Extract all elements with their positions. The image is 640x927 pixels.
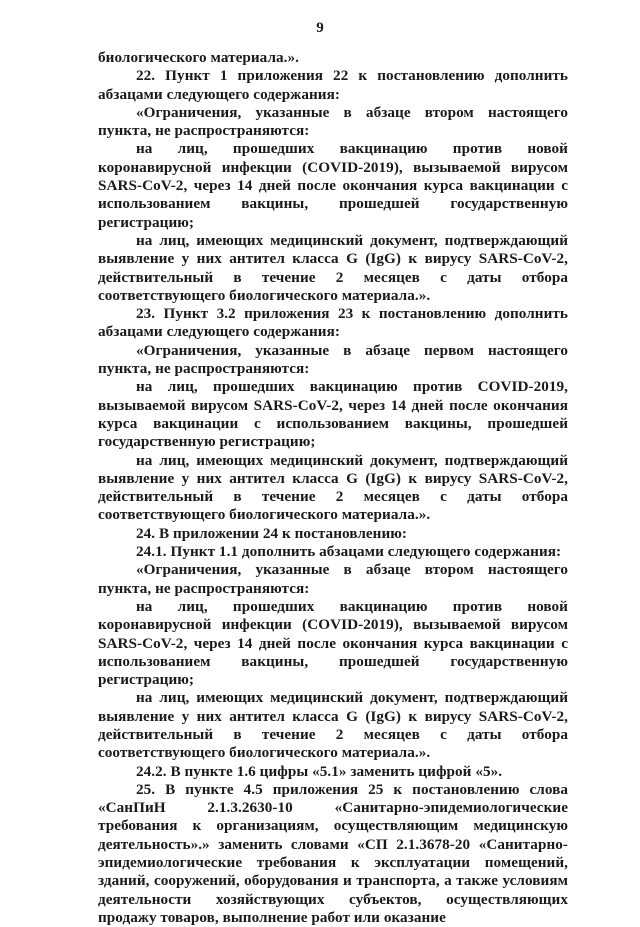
paragraph: 22. Пункт 1 приложения 22 к постановлению дополнить абзацами следующего содержания: xyxy=(98,67,568,103)
paragraph: 25. В пункте 4.5 приложения 25 к постановлению слова «СанПиН 2.1.3.2630-10 «Санитарно-эпидемиологические требования к организациям, осуществляющим медицинскую деятельность».» заменить словами «СП 2.1.3678-20 «Санитарно-эпидемиологические требования к эксплуатации помещений, зданий, сооружений, оборудования и транспорта, а также условиям деятельности хозяйствующих субъектов, осуществляющих продажу товаров, выполнение работ или оказание xyxy=(98,780,568,926)
paragraph: на лиц, прошедших вакцинацию против новой коронавирусной инфекции (COVID-2019), вызываемой вирусом SARS-CoV-2, через 14 дней после окончания курса вакцинации с использованием вакцины, прошедшей государственную регистрацию; xyxy=(98,140,568,231)
page-number: 9 xyxy=(316,20,324,36)
paragraph: 24.2. В пункте 1.6 цифры «5.1» заменить цифрой «5». xyxy=(136,762,503,780)
paragraph: на лиц, имеющих медицинский документ, подтверждающий выявление у них антител класса G (IgG) к вирусу SARS-CoV-2, действительный в течение 2 месяцев с даты отбора соответствующего биологического материала.». xyxy=(98,231,568,304)
paragraph: на лиц, имеющих медицинский документ, подтверждающий выявление у них антител класса G (IgG) к вирусу SARS-CoV-2, действительный в течение 2 месяцев с даты отбора соответствующего биологического материала.». xyxy=(98,689,568,762)
paragraph: биологического материала.». xyxy=(98,49,300,66)
paragraph: «Ограничения, указанные в абзаце первом настоящего пункта, не распространяются: xyxy=(98,341,568,378)
paragraph: на лиц, прошедших вакцинацию против COVID-2019, вызываемой вирусом SARS-CoV-2, через 14 дней после окончания курса вакцинации с использованием вакцины, прошедшей государственную регистрацию; xyxy=(98,378,568,451)
paragraph: 24. В приложении 24 к постановлению: xyxy=(136,524,408,542)
paragraph: на лиц, имеющих медицинский документ, подтверждающий выявление у них антител класса G (IgG) к вирусу SARS-CoV-2, действительный в течение 2 месяцев с даты отбора соответствующего биологического материала.». xyxy=(98,451,568,524)
paragraph: 23. Пункт 3.2 приложения 23 к постановлению дополнить абзацами следующего содержания: xyxy=(98,305,568,341)
paragraph: «Ограничения, указанные в абзаце втором настоящего пункта, не распространяются: xyxy=(98,103,568,140)
document-body xyxy=(98,49,568,927)
paragraph: на лиц, прошедших вакцинацию против новой коронавирусной инфекции (COVID-2019), вызываемой вирусом SARS-CoV-2, через 14 дней после окончания курса вакцинации с использованием вакцины, прошедшей государственную регистрацию; xyxy=(98,597,568,689)
paragraph: 24.1. Пункт 1.1 дополнить абзацами следующего содержания: xyxy=(136,543,562,561)
paragraph: «Ограничения, указанные в абзаце втором настоящего пункта, не распространяются: xyxy=(98,561,568,597)
